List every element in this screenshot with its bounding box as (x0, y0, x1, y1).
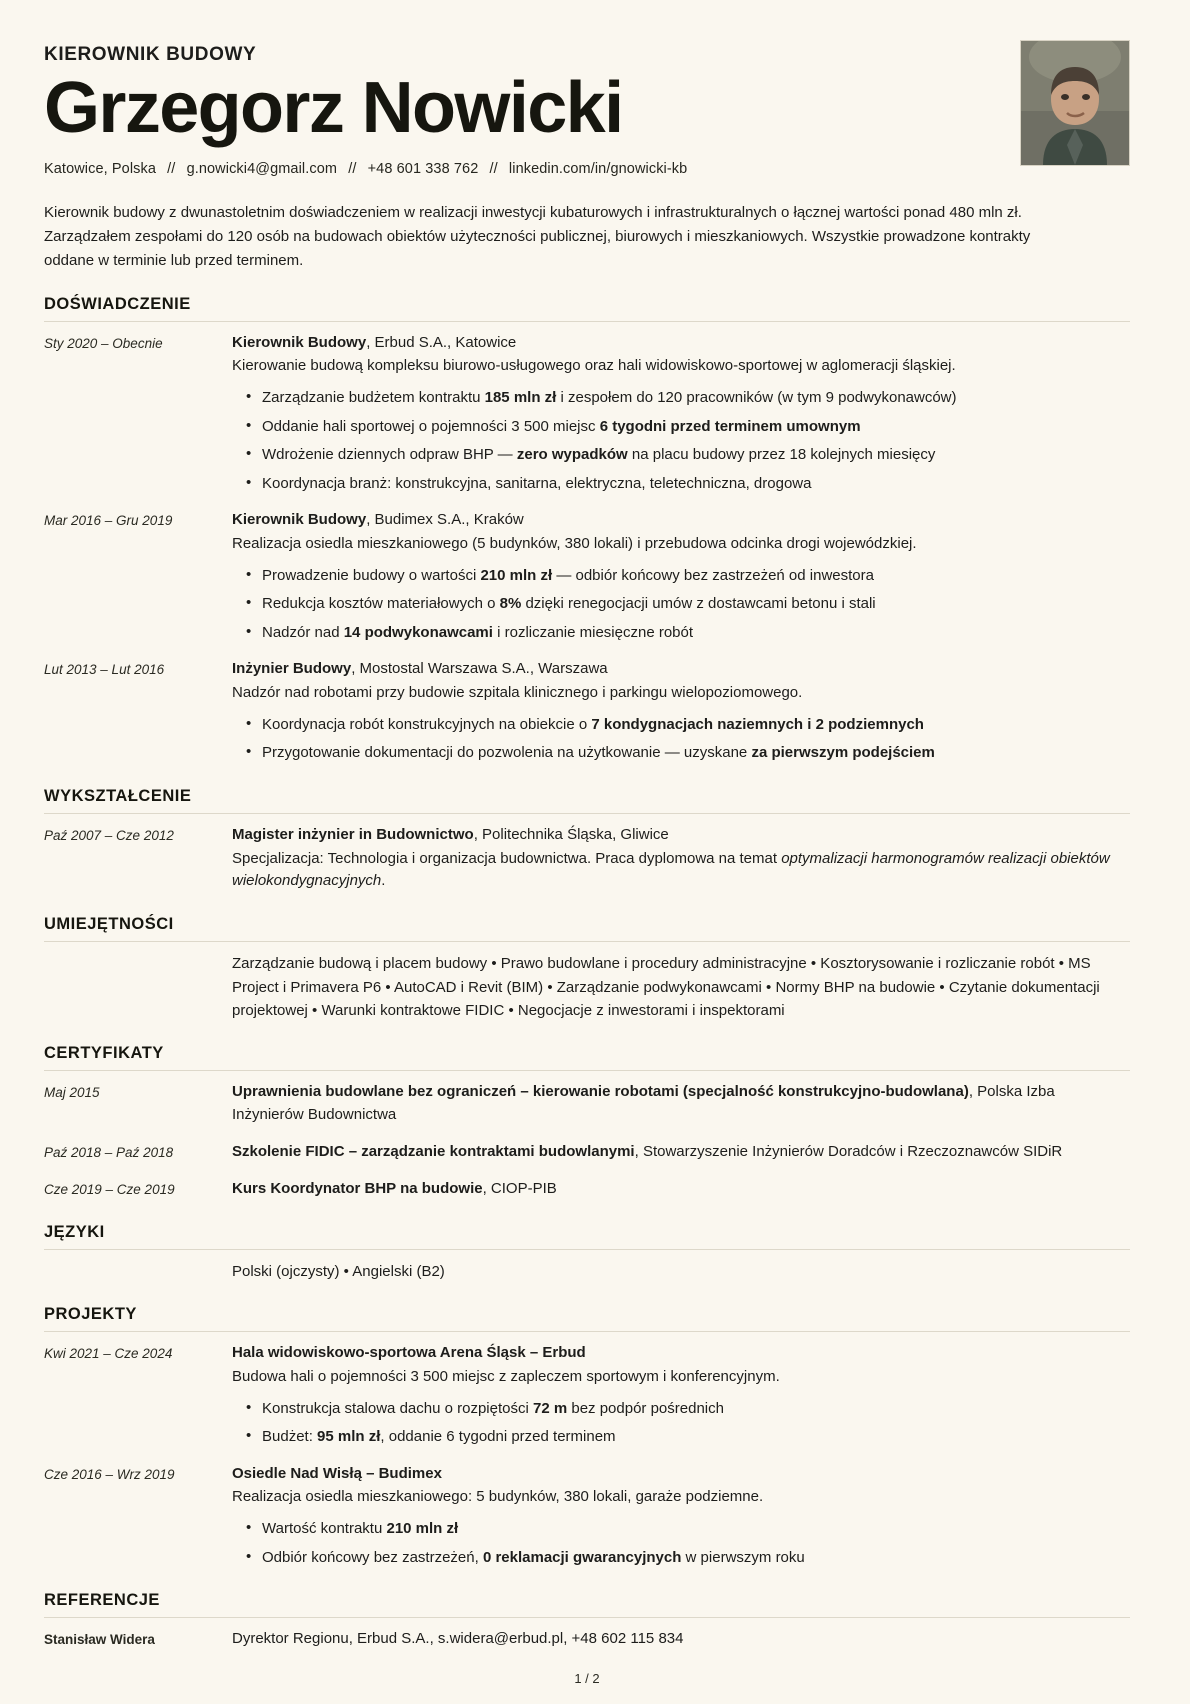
bullet-text-post: , oddanie 6 tygodni przed terminem (380, 1428, 616, 1446)
job-role-title: KIEROWNIK BUDOWY (44, 44, 257, 65)
bullet-item (262, 444, 1130, 467)
entry-date: Lut 2013 – Lut 2016 (44, 662, 165, 678)
bullet-text-bold: 7 kondygnacjach naziemnych i 2 podziemnych (591, 715, 924, 733)
entry-heading (232, 1463, 1130, 1486)
bullet-text-pre: Zarządzanie budżetem kontraktu (262, 389, 485, 407)
bullet-item (262, 593, 1130, 616)
entry-date: Sty 2020 – Obecnie (44, 335, 163, 351)
entry-bullet-list (232, 387, 1130, 495)
bullet-text-bold: 210 mln zł (480, 566, 553, 584)
professional-summary: Kierownik budowy z dwunastoletnim doświadczeniem w realizacji inwestycji kubaturowych i infrastrukturalnych o łącznej wartości ponad 480 mln zł. Zarządzałem zespołami do 120 osób na budowach obiektów użyteczności publicznej, biurowych i mieszkaniowych. Wszystkie prowadzone kontrakty oddane w terminie lub przed terminem. (44, 204, 1031, 269)
entry-date: Paź 2007 – Cze 2012 (44, 827, 174, 843)
section-references (44, 1591, 1130, 1651)
contact-email[interactable]: g.nowicki4@gmail.com (186, 161, 338, 178)
section-title-experience: DOŚWIADCZENIE (44, 295, 1130, 322)
section-title-references: REFERENCJE (44, 1591, 1130, 1618)
entry-heading (232, 1342, 1130, 1365)
entry-date-spacer (44, 1260, 232, 1262)
reference-details: Dyrektor Regionu, Erbud S.A., s.widera@erbud.pl, +48 602 115 834 (232, 1630, 684, 1648)
bullet-text-bold: 0 reklamacji gwarancyjnych (482, 1548, 682, 1566)
education-thesis-title: optymalizacji harmonogramów realizacji obiektów wielokondygnacyjnych (232, 849, 1110, 890)
education-detail-post: . (381, 872, 386, 890)
section-education (44, 787, 1130, 893)
entry-heading (232, 509, 1130, 532)
certificate-entry (44, 1081, 1130, 1127)
entry-body (232, 1081, 1130, 1127)
contact-separator: // (167, 161, 176, 178)
bullet-text-pre: Wdrożenie dziennych odpraw BHP — (262, 446, 517, 464)
certificate-issuer: , CIOP-PIB (482, 1179, 557, 1197)
certificate-issuer: , Stowarzyszenie Inżynierów Doradców i Rzeczoznawców SIDiR (634, 1142, 1063, 1160)
bullet-text-pre: Odbiór końcowy bez zastrzeżeń, (262, 1548, 483, 1566)
reference-entry (44, 1628, 1130, 1651)
entry-heading (232, 1178, 1130, 1201)
entry-subtitle: Realizacja osiedla mieszkaniowego (5 budynków, 380 lokali) i przebudowa odcinka drogi wojewódzkiej. (232, 534, 917, 552)
bullet-item (262, 622, 1130, 645)
entry-job-title: Kierownik Budowy (232, 333, 367, 351)
bullet-text-pre: Wartość kontraktu (262, 1520, 387, 1538)
entry-date: Cze 2019 – Cze 2019 (44, 1181, 175, 1197)
portrait-photo-icon (1020, 40, 1130, 166)
bullet-text-post: i zespołem do 120 pracowników (w tym 9 podwykonawców) (556, 389, 957, 407)
project-title: Osiedle Nad Wisłą – Budimex (232, 1464, 442, 1482)
entry-degree: Magister inżynier in Budownictwo (232, 825, 474, 843)
experience-entry (44, 658, 1130, 765)
bullet-text-bold: 6 tygodni przed terminem umownym (599, 417, 861, 435)
experience-entries (44, 332, 1130, 765)
project-title: Hala widowiskowo-sportowa Arena Śląsk – Erbud (232, 1343, 586, 1361)
contact-separator: // (489, 161, 498, 178)
entry-bullet-list (232, 714, 1130, 765)
entry-date: Paź 2018 – Paź 2018 (44, 1144, 174, 1160)
contact-line (44, 161, 996, 177)
entry-body (232, 332, 1130, 496)
section-projects (44, 1305, 1130, 1569)
entry-body (232, 1342, 1130, 1449)
bullet-item (262, 1426, 1130, 1449)
entry-body (232, 658, 1130, 765)
education-detail (232, 848, 1130, 894)
bullet-text-post: w pierwszym roku (681, 1548, 805, 1566)
entry-body (232, 824, 1130, 893)
section-title-skills: UMIEJĘTNOŚCI (44, 915, 1130, 942)
bullet-text-bold: za pierwszym podejściem (751, 744, 935, 762)
bullet-item (262, 416, 1130, 439)
bullet-item (262, 714, 1130, 737)
bullet-item (262, 387, 1130, 410)
bullet-text-bold: 95 mln zł (317, 1428, 381, 1446)
entry-heading (232, 658, 1130, 681)
skills-list-text: Zarządzanie budową i placem budowy • Prawo budowlane i procedury administracyjne • Kosztorysowanie i rozliczanie robót • MS Project i Primavera P6 • AutoCAD i Revit (BIM) • Zarządzanie podwykonawcami • Normy BHP na budowie • Czytanie dokumentacji projektowej • Warunki kontraktowe FIDIC • Negocjacje z inwestorami i inspektorami (232, 955, 1100, 1019)
reference-name: Stanisław Widera (44, 1632, 155, 1648)
section-skills (44, 915, 1130, 1022)
bullet-text-post: na placu budowy przez 18 kolejnych miesięcy (627, 446, 936, 464)
entry-bullet-list (232, 1398, 1130, 1449)
entry-body (232, 1463, 1130, 1570)
project-entry (44, 1342, 1130, 1449)
bullet-item (262, 1518, 1130, 1541)
bullet-item (262, 1398, 1130, 1421)
entry-heading (232, 824, 1130, 847)
certificate-issuer: , Polska Izba Inżynierów Budownictwa (232, 1083, 1055, 1124)
bullet-item (262, 473, 1130, 496)
entry-bullet-list (232, 565, 1130, 645)
bullet-text-post: dzięki renegocjacji umów z dostawcami betonu i stali (521, 595, 876, 613)
contact-location: Katowice, Polska (44, 161, 157, 178)
section-certificates (44, 1044, 1130, 1200)
entry-company: , Erbud S.A., Katowice (366, 333, 517, 351)
bullet-item (262, 565, 1130, 588)
languages-list-text: Polski (ojczysty) • Angielski (B2) (232, 1262, 445, 1280)
bullet-text-post: — odbiór końcowy bez zastrzeżeń od inwestora (552, 566, 874, 584)
bullet-text-pre: Oddanie hali sportowej o pojemności 3 500 miejsc (262, 417, 600, 435)
certificate-entry (44, 1141, 1130, 1164)
bullet-text-pre: Konstrukcja stalowa dachu o rozpiętości (262, 1399, 533, 1417)
section-title-languages: JĘZYKI (44, 1223, 1130, 1250)
candidate-name: Grzegorz Nowicki (44, 68, 623, 148)
bullet-item (262, 1547, 1130, 1570)
bullet-item (262, 742, 1130, 765)
bullet-text-pre: Redukcja kosztów materiałowych o (262, 595, 500, 613)
bullet-text-bold: 8% (499, 595, 522, 613)
entry-company: , Budimex S.A., Kraków (366, 511, 524, 529)
bullet-text-bold: 14 podwykonawcami (343, 623, 493, 641)
resume-header (44, 40, 1130, 177)
entry-body (232, 1141, 1130, 1164)
entry-job-title: Inżynier Budowy (232, 660, 352, 678)
languages-entry (44, 1260, 1130, 1283)
section-experience (44, 295, 1130, 765)
project-subtitle: Realizacja osiedla mieszkaniowego: 5 budynków, 380 lokali, garaże podziemne. (232, 1488, 764, 1506)
entry-heading (232, 1141, 1130, 1164)
contact-phone[interactable]: +48 601 338 762 (367, 161, 479, 178)
experience-entry (44, 332, 1130, 496)
bullet-text-pre: Koordynacja branż: konstrukcyjna, sanitarna, elektryczna, teletechniczna, drogowa (262, 474, 812, 492)
certificate-title: Uprawnienia budowlane bez ograniczeń – kierowanie robotami (specjalność konstrukcyjno-budowlana) (232, 1083, 969, 1101)
entry-date-spacer (44, 952, 232, 954)
entry-date: Kwi 2021 – Cze 2024 (44, 1345, 173, 1361)
entry-subtitle: Kierowanie budową kompleksu biurowo-usługowego oraz hali widowiskowo-sportowej w aglomeracji śląskiej. (232, 357, 956, 375)
bullet-text-post: bez podpór pośrednich (567, 1399, 724, 1417)
entry-body (232, 1178, 1130, 1201)
bullet-text-bold: 72 m (532, 1399, 568, 1417)
entry-bullet-list (232, 1518, 1130, 1569)
page-number: 1 / 2 (574, 1670, 600, 1686)
certificate-entry (44, 1178, 1130, 1201)
entry-heading (232, 1081, 1130, 1127)
project-subtitle: Budowa hali o pojemności 3 500 miejsc z zapleczem sportowym i konferencyjnym. (232, 1367, 780, 1385)
experience-entry (44, 509, 1130, 644)
section-title-education: WYKSZTAŁCENIE (44, 787, 1130, 814)
entry-heading (232, 332, 1130, 355)
contact-linkedin[interactable]: linkedin.com/in/gnowicki-kb (508, 161, 688, 178)
certificate-title: Szkolenie FIDIC – zarządzanie kontraktami budowlanymi (232, 1142, 635, 1160)
education-detail-pre: Specjalizacja: Technologia i organizacja budownictwa. Praca dyplomowa na temat (232, 849, 782, 867)
entry-date: Cze 2016 – Wrz 2019 (44, 1466, 175, 1482)
certificate-title: Kurs Koordynator BHP na budowie (232, 1179, 483, 1197)
bullet-text-pre: Budżet: (262, 1428, 318, 1446)
entry-company: , Mostostal Warszawa S.A., Warszawa (351, 660, 608, 678)
bullet-text-pre: Przygotowanie dokumentacji do pozwolenia na użytkowanie — uzyskane (262, 744, 752, 762)
entry-school: , Politechnika Śląska, Gliwice (473, 825, 669, 843)
project-entry (44, 1463, 1130, 1570)
bullet-text-pre: Nadzór nad (262, 623, 344, 641)
bullet-text-bold: 210 mln zł (386, 1520, 459, 1538)
header-text-block (44, 40, 996, 177)
section-title-certificates: CERTYFIKATY (44, 1044, 1130, 1071)
section-title-projects: PROJEKTY (44, 1305, 1130, 1332)
entry-body (232, 509, 1130, 644)
section-languages (44, 1223, 1130, 1283)
bullet-text-bold: zero wypadków (516, 446, 628, 464)
bullet-text-pre: Prowadzenie budowy o wartości (262, 566, 481, 584)
bullet-text-pre: Koordynacja robót konstrukcyjnych na obiekcie o (262, 715, 592, 733)
education-entry (44, 824, 1130, 893)
entry-subtitle: Nadzór nad robotami przy budowie szpitala klinicznego i parkingu wielopoziomowego. (232, 683, 803, 701)
skills-entry (44, 952, 1130, 1022)
entry-date: Maj 2015 (44, 1085, 100, 1101)
contact-separator: // (348, 161, 357, 178)
bullet-text-bold: 185 mln zł (484, 389, 557, 407)
entry-job-title: Kierownik Budowy (232, 511, 367, 529)
bullet-text-post: i rozliczanie miesięczne robót (492, 623, 694, 641)
entry-date: Mar 2016 – Gru 2019 (44, 513, 173, 529)
